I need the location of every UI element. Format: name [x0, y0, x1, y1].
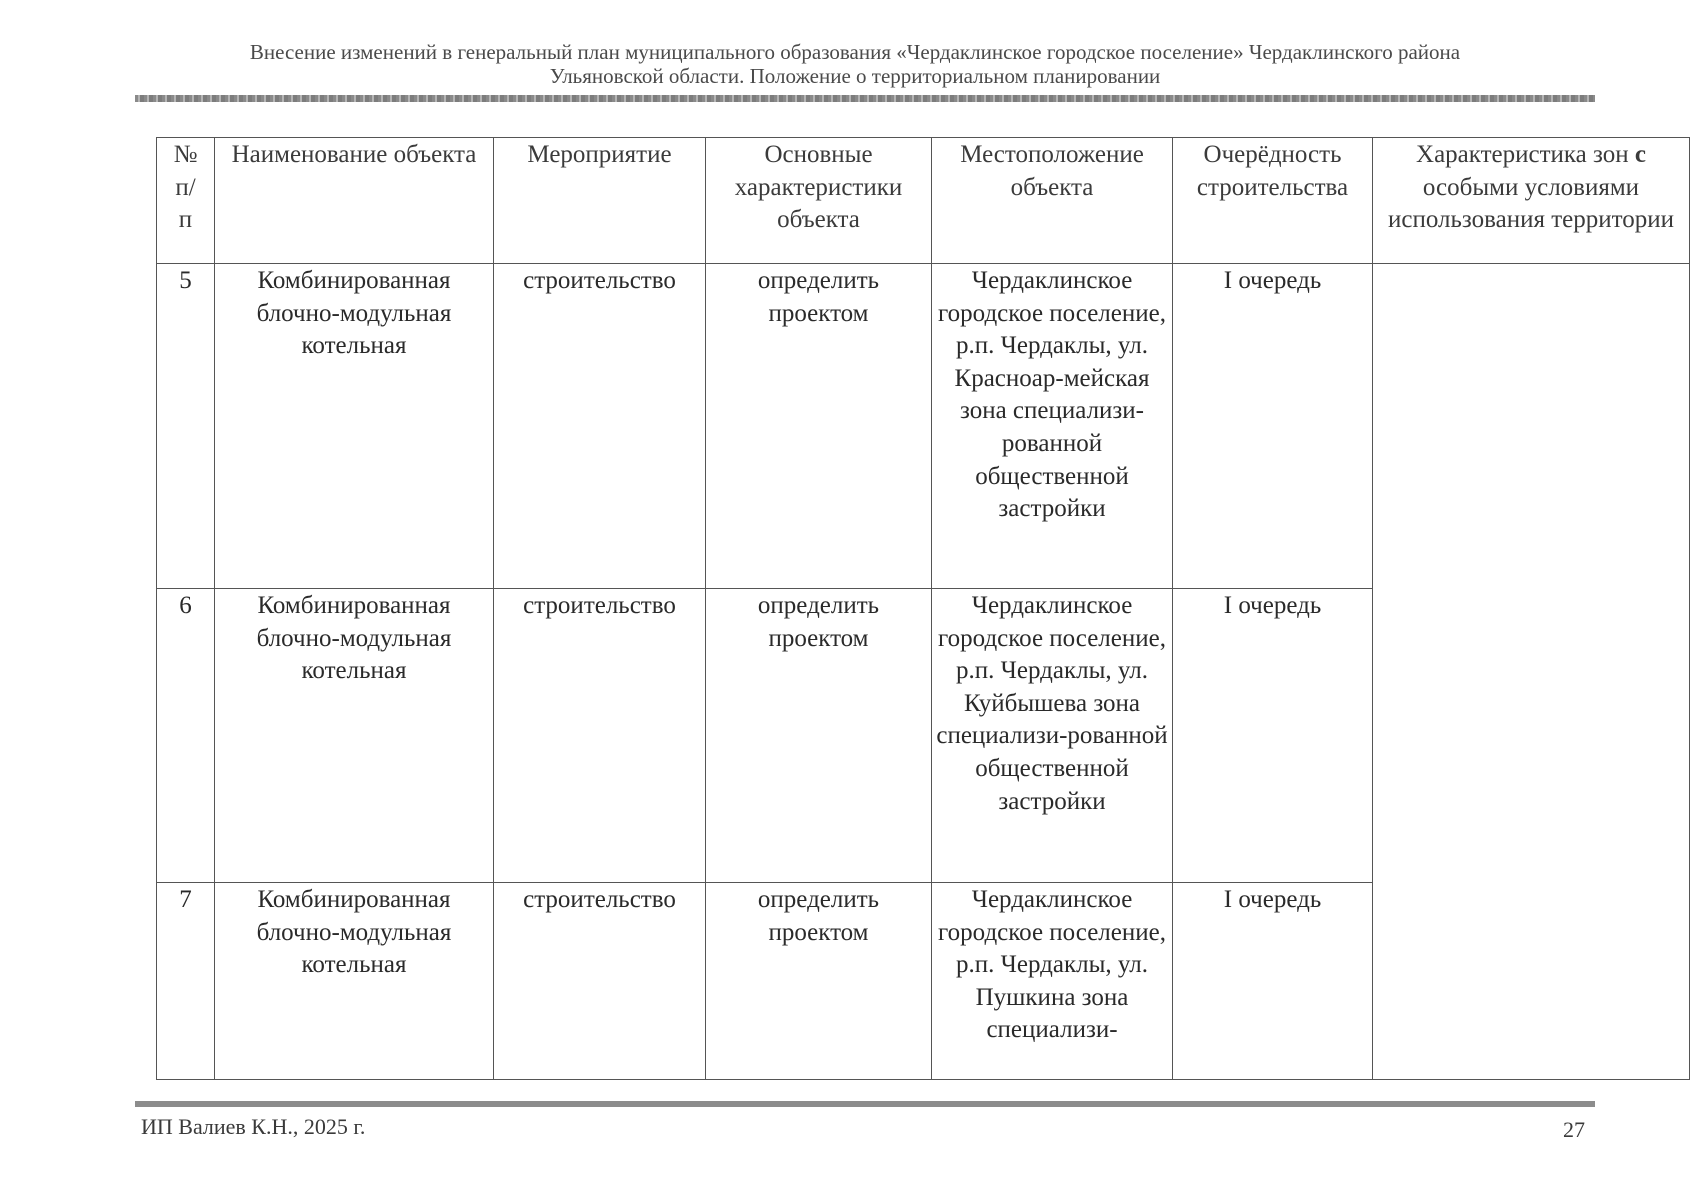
- footer-rule: [135, 1101, 1595, 1107]
- objects-table: [156, 137, 1690, 1080]
- cell-name: Комбинированная блочно-модульная котельная: [215, 264, 494, 589]
- cell-action: строительство: [494, 589, 706, 883]
- footer-author: ИП Валиев К.Н., 2025 г.: [141, 1114, 366, 1139]
- cell-action: строительство: [494, 883, 706, 1080]
- cell-location: Чердаклинское городское поселение, р.п. Чердаклы, ул. Куйбышева зона специализи-рованной общественной застройки: [932, 589, 1173, 883]
- header-line-2: Ульяновской области. Положение о территориальном планировании: [549, 64, 1161, 88]
- cell-action: строительство: [494, 264, 706, 589]
- cell-location: Чердаклинское городское поселение, р.п. Чердаклы, ул. Красноар-мейская зона специализи-рованной общественной застройки: [932, 264, 1173, 589]
- col-header-zones: Характеристика зон с особыми условиями использования территории: [1373, 138, 1690, 264]
- cell-name: Комбинированная блочно-модульная котельная: [215, 589, 494, 883]
- cell-name: Комбинированная блочно-модульная котельная: [215, 883, 494, 1080]
- cell-phase: I очередь: [1173, 589, 1373, 883]
- col-header-action: Мероприятие: [494, 138, 706, 264]
- cell-location: Чердаклинское городское поселение, р.п. Чердаклы, ул. Пушкина зона специализи-: [932, 883, 1173, 1080]
- cell-number: 7: [157, 883, 215, 1080]
- page-number: 27: [1563, 1117, 1585, 1142]
- cell-characteristics: определить проектом: [706, 883, 932, 1080]
- col-header-characteristics: Основные характеристики объекта: [706, 138, 932, 264]
- col-header-name: Наименование объекта: [215, 138, 494, 264]
- cell-zones-merged: [1373, 264, 1690, 1080]
- col-header-number: № п/ п: [157, 138, 215, 264]
- document-header: [130, 40, 1580, 88]
- header-rule: [135, 95, 1595, 102]
- cell-phase: I очередь: [1173, 264, 1373, 589]
- cell-number: 6: [157, 589, 215, 883]
- cell-number: 5: [157, 264, 215, 589]
- col-header-location: Местоположение объекта: [932, 138, 1173, 264]
- table-row: [157, 264, 1690, 589]
- table-header-row: [157, 138, 1690, 264]
- col-header-phase: Очерёдность строительства: [1173, 138, 1373, 264]
- cell-characteristics: определить проектом: [706, 264, 932, 589]
- header-line-1: Внесение изменений в генеральный план муниципального образования «Чердаклинское городское поселение» Чердаклинского района: [249, 40, 1461, 64]
- cell-characteristics: определить проектом: [706, 589, 932, 883]
- cell-phase: I очередь: [1173, 883, 1373, 1080]
